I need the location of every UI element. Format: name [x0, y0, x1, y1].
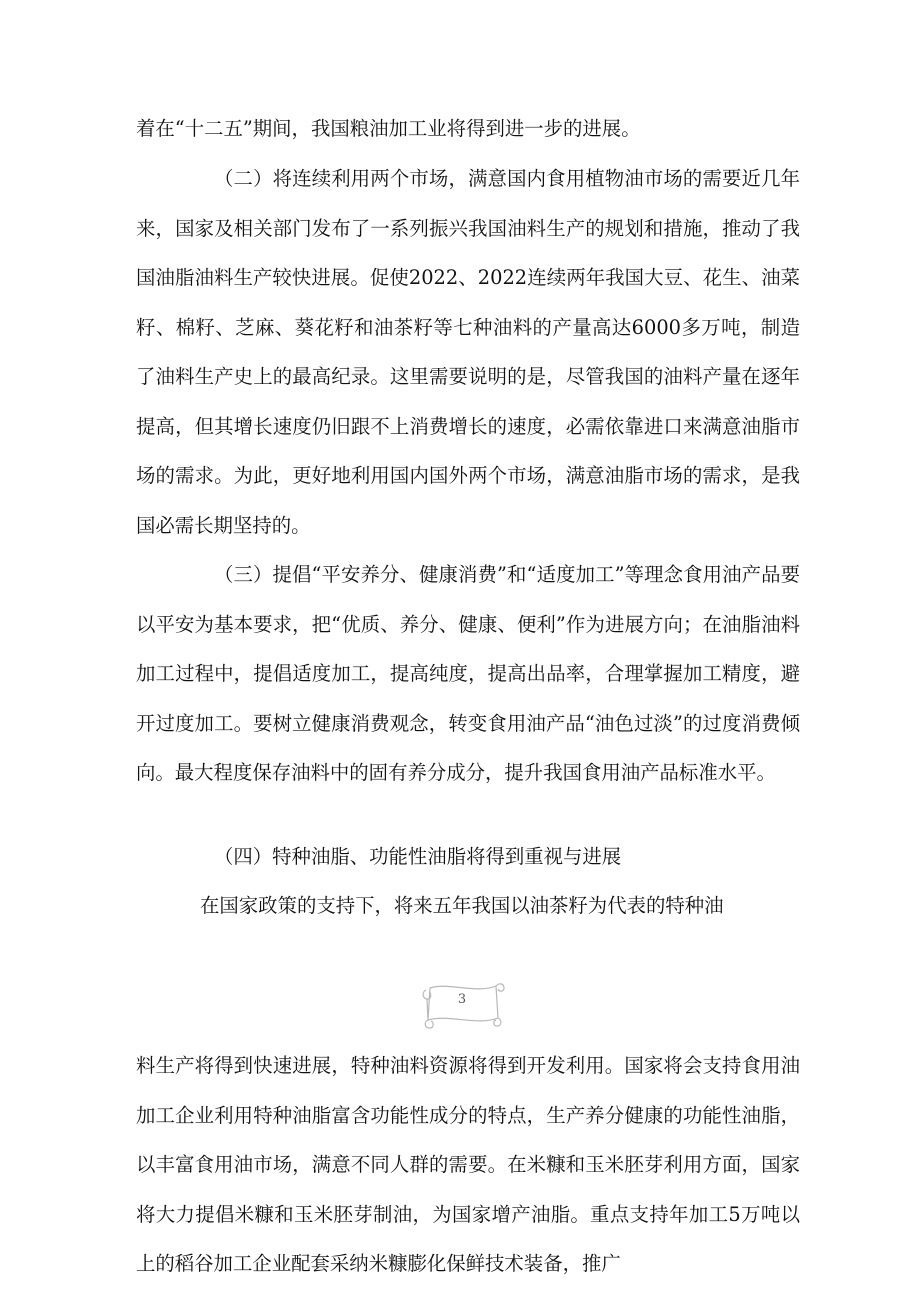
paragraph-section-2: （二）将连续利用两个市场，满意国内食用植物油市场的需要近几年来，国家及相关部门发布了一系列振兴我国油料生产的规划和措施，推动了我国油脂油料生产较快进展。促使2022、2022连续两年我国大豆、花生、油菜籽、棉籽、芝麻、葵花籽和油茶籽等七种油料的产量高达6000多万吨，制造了油料生产史上的最高纪录。这里需要说明的是，尽管我国的油料产量在逐年提高，但其增长速度仍旧跟不上消费增长的速度，必需依靠进口来满意油脂市场的需求。为此，更好地利用国内国外两个市场，满意油脂市场的需求，是我国必需长期坚持的。: [136, 167, 800, 537]
page-number: 3: [457, 992, 467, 1007]
paragraph-section-4-continued: 料生产将得到快速进展，特种油料资源将得到开发利用。国家将会支持食用油加工企业利用特种油脂富含功能性成分的特点，生产养分健康的功能性油脂，以丰富食用油市场，满意不同人群的需要。在米糠和玉米胚芽利用方面，国家将大力提倡米糠和玉米胚芽制油，为国家增产油脂。重点支持年加工5万吨以上的稻谷加工企业配套采纳米糠膨化保鲜技术装备，推广: [136, 1054, 800, 1275]
section-heading-4: （四）特种油脂、功能性油脂将得到重视与进展: [214, 845, 622, 868]
paragraph-section-4-start: 在国家政策的支持下，将来五年我国以油茶籽为代表的特种油: [200, 894, 724, 917]
paragraph-section-3: （三）提倡“平安养分、健康消费”和“适度加工”等理念食用油产品要以平安为基本要求，把“优质、养分、健康、便利”作为进展方向；在油脂油料加工过程中，提倡适度加工，提高纯度，提高出品率，合理掌握加工精度，避开过度加工。要树立健康消费观念，转变食用油产品“油色过淡”的过度消费倾向。最大程度保存油料中的固有养分成分，提升我国食用油产品标准水平。: [136, 563, 800, 784]
paragraph-continuation: 着在“十二五”期间，我国粮油加工业将得到进一步的进展。: [136, 117, 641, 140]
